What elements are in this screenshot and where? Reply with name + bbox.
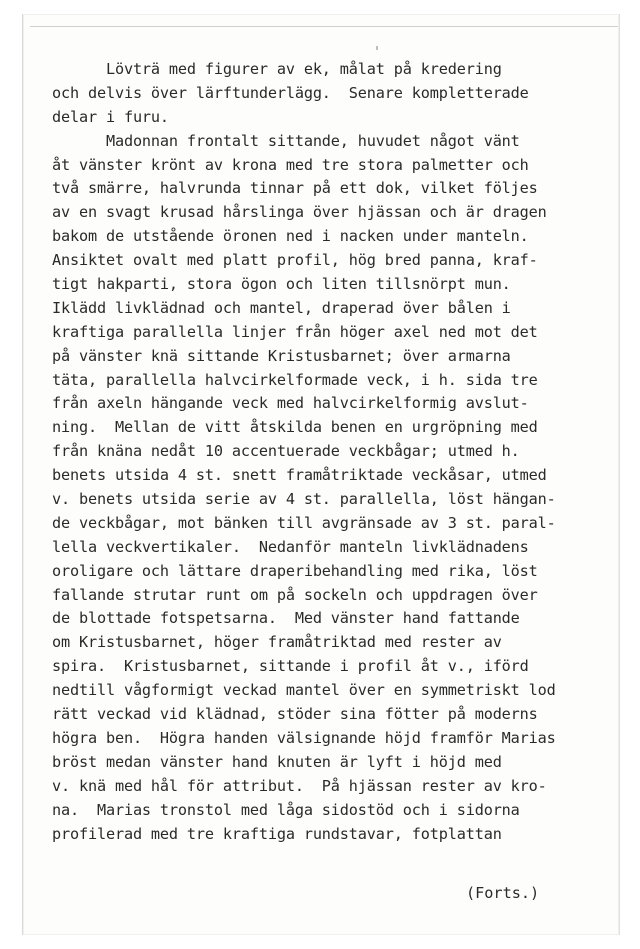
text-line: från knäna nedåt 10 accentuerade veckbågar; utmed h. — [52, 442, 520, 461]
text-line: benets utsida 4 st. snett framåtriktade veckåsar, utmed — [52, 466, 547, 485]
text-line: de veckbågar, mot bänken till avgränsade av 3 st. paral- — [52, 513, 556, 532]
text-line: v. knä med hål för attribut. På hjässan rester av kro- — [52, 776, 547, 795]
text-line: högra ben. Högra handen välsignande höjd framför Marias — [52, 728, 556, 747]
text-line: nedtill vågformigt veckad mantel över en symmetriskt lod — [52, 681, 556, 700]
typed-text-body — [52, 58, 618, 846]
paper-speck — [376, 46, 378, 50]
text-line: oroligare och lättare draperibehandling med rika, löst — [52, 561, 538, 580]
text-line: delar i furu. — [52, 107, 169, 126]
continuation-note: (Forts.) — [466, 884, 540, 902]
text-line: v. benets utsida serie av 4 st. parallella, löst hängan- — [52, 490, 556, 509]
text-line: na. Marias tronstol med låga sidostöd och i sidorna — [52, 800, 520, 819]
text-line: fallande strutar runt om på sockeln och uppdragen över — [52, 585, 538, 604]
text-line: täta, parallella halvcirkelformade veck, i h. sida tre — [52, 370, 538, 389]
text-line: lella veckvertikaler. Nedanför manteln livklädnadens — [52, 537, 529, 556]
text-line: rätt veckad vid klädnad, stöder sina fötter på moderns — [52, 705, 538, 724]
text-line: bröst medan vänster hand knuten är lyft i höjd med — [52, 752, 502, 771]
text-line: Lövträ med figurer av ek, målat på kredering — [52, 60, 502, 78]
text-line: Ansiktet ovalt med platt profil, hög bred panna, kraf- — [52, 251, 538, 270]
text-line: spira. Kristusbarnet, sittande i profil åt v., iförd — [52, 657, 529, 676]
text-line: profilerad med tre kraftiga rundstavar, fotplattan — [52, 824, 502, 843]
page-top-edge — [30, 26, 618, 27]
text-line: två smärre, halvrunda tinnar på ett dok, vilket följes — [52, 179, 538, 198]
text-line: av en svagt krusad hårslinga över hjässan och är dragen — [52, 203, 547, 222]
text-line: om Kristusbarnet, höger framåtriktad med rester av — [52, 633, 502, 652]
text-line: tigt hakparti, stora ögon och liten tillsnörpt mun. — [52, 275, 511, 294]
text-line: bakom de utstående öronen ned i nacken under manteln. — [52, 227, 529, 246]
text-line: åt vänster krönt av krona med tre stora palmetter och — [52, 155, 529, 174]
text-line: Iklädd livklädnad och mantel, draperad över bålen i — [52, 298, 511, 317]
text-line: från axeln hängande veck med halvcirkelformig avslut- — [52, 394, 529, 413]
text-line: ning. Mellan de vitt åtskilda benen en urgröpning med — [52, 418, 538, 437]
text-line: de blottade fotspetsarna. Med vänster hand fattande — [52, 609, 520, 628]
text-line: kraftiga parallella linjer från höger axel ned mot det — [52, 322, 538, 341]
text-line: på vänster knä sittande Kristusbarnet; över armarna — [52, 346, 511, 365]
text-line: och delvis över lärftunderlägg. Senare kompletterade — [52, 83, 529, 102]
text-line: Madonnan frontalt sittande, huvudet något vänt — [52, 131, 520, 150]
